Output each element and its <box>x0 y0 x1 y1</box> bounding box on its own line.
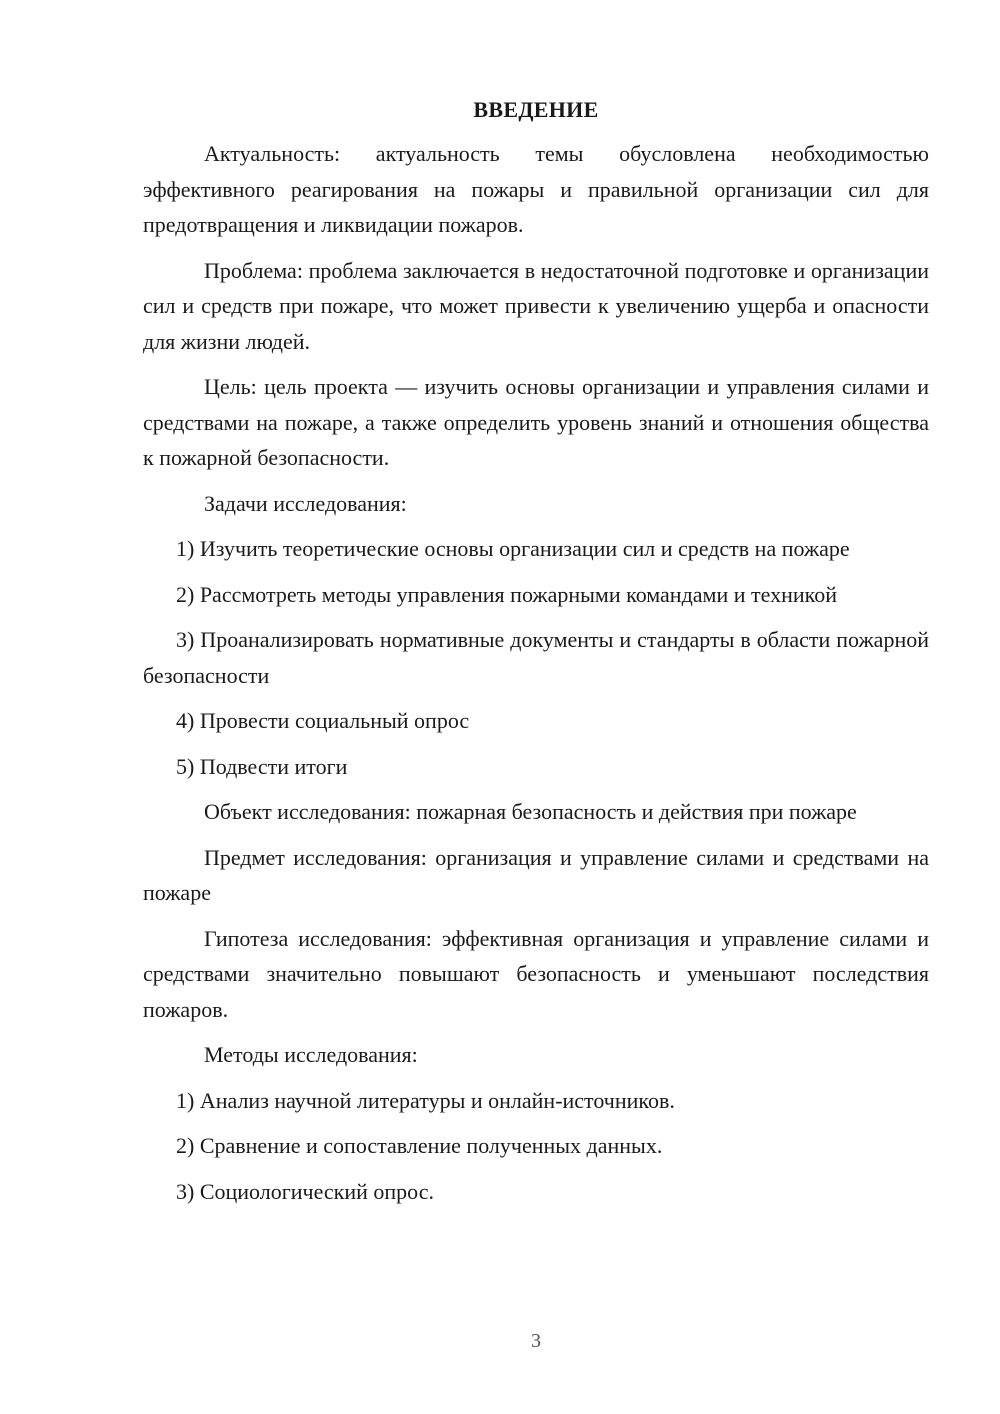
methods-heading: Методы исследования: <box>204 1042 418 1067</box>
page-title: ВВЕДЕНИЕ <box>473 97 599 122</box>
object-paragraph: Объект исследования: пожарная безопасность и действия при пожаре <box>204 799 857 824</box>
task-item: 5) Подвести итоги <box>176 753 348 779</box>
hypothesis-paragraph: Гипотеза исследования: эффективная организация и управление силами и средствами значительно повышают безопасность и уменьшают последствия пожаров. <box>143 925 929 1022</box>
task-item: 4) Провести социальный опрос <box>176 708 470 733</box>
tasks-heading: Задачи исследования: <box>204 490 407 516</box>
method-item: 2) Сравнение и сопоставление полученных данных. <box>176 1133 663 1158</box>
page-number: 3 <box>531 1330 541 1352</box>
document-page <box>143 92 929 1219</box>
subject-paragraph: Предмет исследования: организация и управление силами и средствами на пожаре <box>143 844 929 905</box>
problem-paragraph: Проблема: проблема заключается в недостаточной подготовке и организации сил и средств при пожаре, что может привести к увеличению ущерба и опасности для жизни людей. <box>143 257 929 354</box>
task-item: 3) Проанализировать нормативные документы и стандарты в области пожарной безопасности <box>143 627 929 688</box>
method-item: 1) Анализ научной литературы и онлайн-источников. <box>176 1087 675 1113</box>
goal-paragraph: Цель: цель проекта — изучить основы организации и управления силами и средствами на пожаре, а также определить уровень знаний и отношения общества к пожарной безопасности. <box>143 374 929 470</box>
task-item: 1) Изучить теоретические основы организации сил и средств на пожаре <box>176 536 850 561</box>
relevance-paragraph: Актуальность: актуальность темы обусловлена необходимостью эффективного реагирования на пожары и правильной организации сил для предотвращения и ликвидации пожаров. <box>143 141 929 237</box>
method-item: 3) Социологический опрос. <box>176 1178 434 1204</box>
task-item: 2) Рассмотреть методы управления пожарными командами и техникой <box>176 581 837 607</box>
